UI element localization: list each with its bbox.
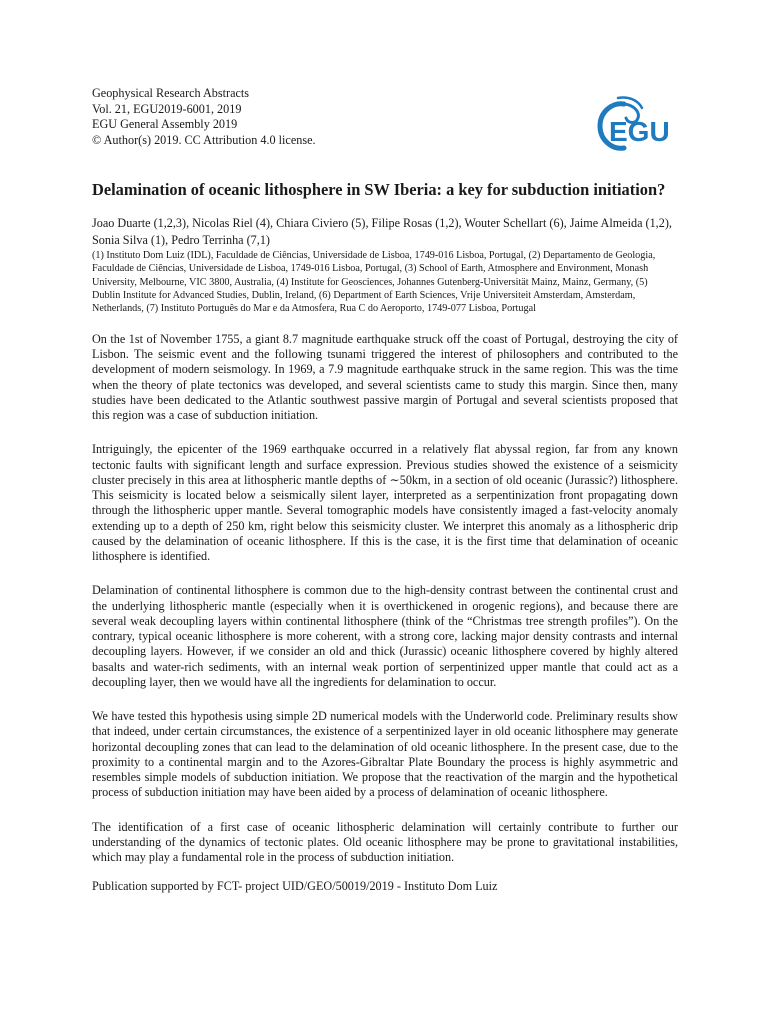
paper-title: Delamination of oceanic lithosphere in SW Iberia: a key for subduction initiation? <box>92 180 666 200</box>
funding-note: Publication supported by FCT- project UID/GEO/50019/2019 - Instituto Dom Luiz <box>92 879 498 894</box>
author-list: Joao Duarte (1,2,3), Nicolas Riel (4), Chiara Civiero (5), Filipe Rosas (1,2), Wouter Schellart (6), Jaime Almeida (1,2), Sonia Silva (1), Pedro Terrinha (7,1) <box>92 216 672 247</box>
copyright-info: © Author(s) 2019. CC Attribution 4.0 license. <box>92 132 316 147</box>
assembly-info: EGU General Assembly 2019 <box>92 117 238 132</box>
abstract-page <box>92 86 678 895</box>
abstract-body <box>92 332 678 866</box>
paragraph: The identification of a first case of oceanic lithospheric delamination will certainly contribute to further our understanding of the dynamics of tectonic plates. Old oceanic lithosphere may be prone to gravitational instabilities, which may play a fundamental role in the process of subduction initiation. <box>92 819 678 865</box>
volume-info: Vol. 21, EGU2019-6001, 2019 <box>92 101 242 116</box>
paragraph: We have tested this hypothesis using simple 2D numerical models with the Underworld code. Preliminary results show that indeed, under certain circumstances, the existence of a serpentinized layer in old oceanic lithosphere may generate horizontal decoupling zones that can lead to the delamination of old oceanic lithosphere. In the present case, due to the proximity to a continental margin and to the Azores-Gibraltar Plate Boundary the process is highly asymmetric and resembles simple models of subduction initiation. We propose that the reactivation of the margin and the hypothetical process of subduction initiation may have been aided by a process of delamination of oceanic lithosphere. <box>92 709 678 800</box>
affiliation-list: (1) Instituto Dom Luiz (IDL), Faculdade de Ciências, Universidade de Lisboa, 1749-016 Lisboa, Portugal, (2) Departamento de Geologia, Faculdade de Ciências, Universidade de Lisboa, 1749-016 Lisboa, Portugal, (3) School of Earth, Atmosphere and Environment, Monash University, Melbourne, VIC 3800, Australia, (4) Institute for Geosciences, Johannes Gutenberg-Universität Mainz, Mainz, Germany, (5) Dublin Institute for Advanced Studies, Dublin, Ireland, (6) Department of Earth Sciences, Vrije Universiteit Amsterdam, Amsterdam, Netherlands, (7) Instituto Português do Mar e da Atmosfera, Rua C do Aeroporto, 1749-077 Lisboa, Portugal <box>92 249 656 315</box>
paragraph: Intriguingly, the epicenter of the 1969 earthquake occurred in a relatively flat abyssal region, far from any known tectonic faults with significant length and surface expression. Previous studies showed the existence of a seismicity cluster precisely in this area at lithospheric mantle depths of ∼50km, in a section of old oceanic (Jurassic?) lithosphere. This seismicity is located below a seismically silent layer, interpreted as a serpentinization front propagating down through the lithospheric upper mantle. Several tomographic models have consistently imaged a fast-velocity anomaly extending up to a depth of 250 km, right below this seismicity cluster. We interpret this anomaly as a lithospheric drip caused by the delamination of oceanic lithosphere. If this is the case, it is the first time that delamination of oceanic lithosphere is identified. <box>92 442 678 564</box>
journal-name: Geophysical Research Abstracts <box>92 86 250 100</box>
paragraph: Delamination of continental lithosphere is common due to the high-density contrast between the continental crust and the underlying lithospheric mantle (especially when it is overthickened in orogenic regions), and because there are several weak decoupling layers within continental lithosphere (think of the “Christmas tree strength profiles”). On the contrary, typical oceanic lithosphere is more coherent, with a strong core, lacking major density contrasts and internal decoupling layers. However, if we consider an old and thick (Jurassic) oceanic lithosphere covered by highly altered basalts and water-rich sediments, with an internal weak portion of serpentinized upper mantle that could act as a decoupling layer, then we would have all the ingredients for delamination to occur. <box>92 583 678 689</box>
logo-text: EGU <box>609 116 670 147</box>
paragraph: On the 1st of November 1755, a giant 8.7 magnitude earthquake struck off the coast of Portugal, destroying the city of Lisbon. The seismic event and the following tsunami triggered the interest of philosophers and contributed to the development of modern seismology. In 1969, a 7.9 magnitude earthquake struck in the same region. This was the time when the theory of plate tectonics was developed, and several scientists came to study this margin. Since then, many studies have been dedicated to the Atlantic southwest passive margin of Portugal and several scientists proposed that this region was a case of subduction initiation. <box>92 331 678 423</box>
journal-header <box>92 86 678 148</box>
